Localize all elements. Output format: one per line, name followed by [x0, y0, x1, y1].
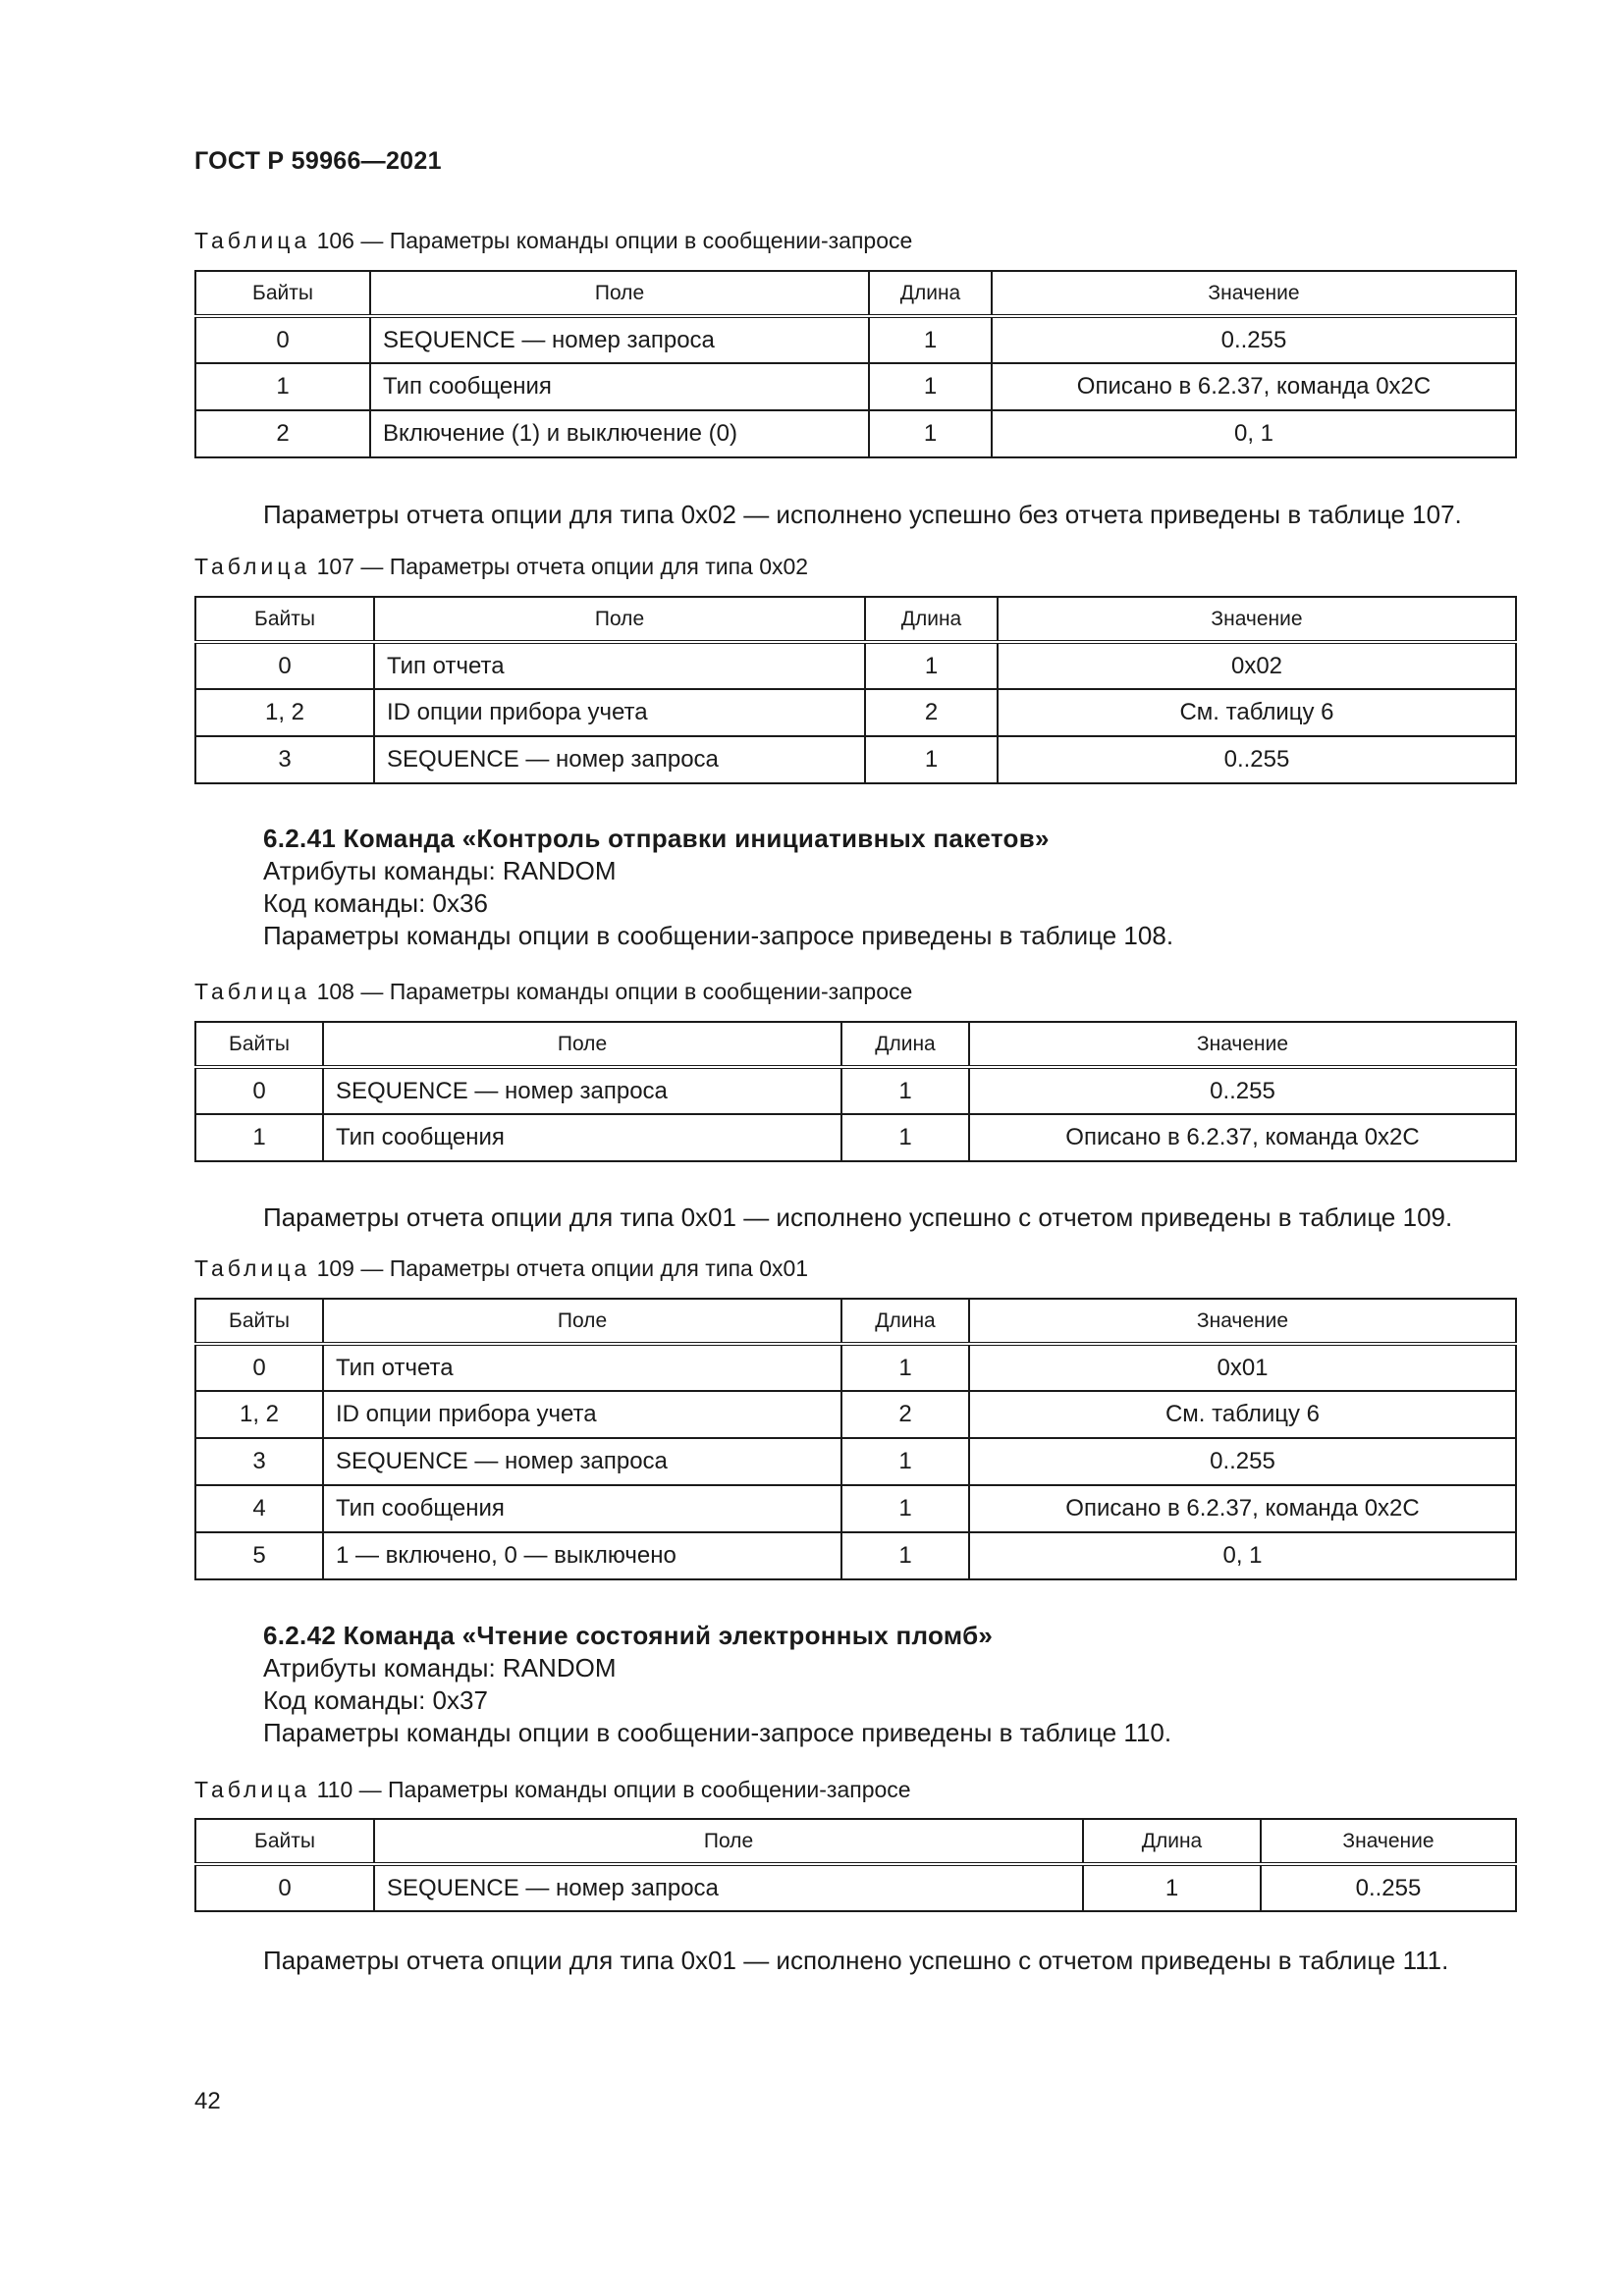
col-header-field: Поле	[323, 1299, 841, 1344]
table-row	[195, 1114, 1516, 1161]
cell-length: 1	[869, 410, 992, 457]
table-row	[195, 316, 1516, 363]
table-106	[194, 270, 1517, 458]
section-6-2-41	[263, 823, 1173, 952]
cell-bytes: 0	[195, 1864, 374, 1911]
table-107-caption	[194, 554, 808, 580]
col-header-field: Поле	[370, 271, 869, 316]
cell-value: 0..255	[992, 316, 1516, 363]
col-header-length: Длина	[841, 1022, 969, 1067]
cell-length: 2	[841, 1391, 969, 1438]
command-params-ref: Параметры команды опции в сообщении-запросе приведены в таблице 108.	[263, 921, 1174, 950]
cell-bytes: 0	[195, 1067, 323, 1114]
table-title: — Параметры команды опции в сообщении-запросе	[353, 228, 913, 253]
cell-bytes: 1	[195, 363, 370, 410]
cell-value: См. таблицу 6	[969, 1391, 1516, 1438]
cell-field: SEQUENCE — номер запроса	[374, 1864, 1083, 1911]
cell-value: 0..255	[1261, 1864, 1516, 1911]
paragraph-111-ref: Параметры отчета опции для типа 0x01 — исполнено успешно с отчетом приведены в таблице 111.	[263, 1946, 1449, 1975]
cell-value: 0, 1	[992, 410, 1516, 457]
table-title: — Параметры отчета опции для типа 0x01	[353, 1255, 809, 1281]
table-number: 106	[316, 228, 354, 253]
table-110	[194, 1818, 1517, 1912]
document-header: ГОСТ Р 59966—2021	[194, 147, 442, 175]
cell-field: SEQUENCE — номер запроса	[323, 1438, 841, 1485]
cell-value: 0, 1	[969, 1532, 1516, 1579]
table-row	[195, 689, 1516, 736]
col-header-value: Значение	[992, 271, 1516, 316]
paragraph-107-ref: Параметры отчета опции для типа 0x02 — исполнено успешно без отчета приведены в таблице 107.	[263, 500, 1462, 529]
col-header-field: Поле	[374, 597, 865, 642]
cell-bytes: 3	[195, 1438, 323, 1485]
table-108-caption	[194, 979, 912, 1005]
cell-field: 1 — включено, 0 — выключено	[323, 1532, 841, 1579]
table-number: 109	[316, 1255, 354, 1281]
cell-length: 1	[865, 736, 998, 783]
cell-field: SEQUENCE — номер запроса	[370, 316, 869, 363]
col-header-bytes: Байты	[195, 1299, 323, 1344]
table-title: — Параметры команды опции в сообщении-запросе	[353, 979, 913, 1004]
command-code: Код команды: 0x36	[263, 888, 488, 918]
cell-length: 1	[841, 1438, 969, 1485]
table-title: — Параметры отчета опции для типа 0x02	[353, 554, 809, 579]
cell-length: 1	[841, 1114, 969, 1161]
table-108	[194, 1021, 1517, 1162]
cell-length: 1	[841, 1067, 969, 1114]
section-6-2-42	[263, 1620, 1171, 1749]
table-row	[195, 1864, 1516, 1911]
cell-length: 1	[865, 642, 998, 689]
table-row	[195, 410, 1516, 457]
table-label: Таблица	[194, 979, 311, 1004]
cell-value: Описано в 6.2.37, команда 0x2C	[969, 1485, 1516, 1532]
col-header-value: Значение	[969, 1299, 1516, 1344]
table-106-caption	[194, 228, 912, 254]
table-109	[194, 1298, 1517, 1580]
col-header-length: Длина	[865, 597, 998, 642]
section-heading: 6.2.42 Команда «Чтение состояний электронных пломб»	[263, 1621, 994, 1650]
cell-length: 1	[841, 1485, 969, 1532]
col-header-bytes: Байты	[195, 597, 374, 642]
cell-field: SEQUENCE — номер запроса	[374, 736, 865, 783]
col-header-field: Поле	[374, 1819, 1083, 1864]
cell-length: 1	[841, 1344, 969, 1391]
cell-value: Описано в 6.2.37, команда 0x2C	[969, 1114, 1516, 1161]
table-number: 107	[316, 554, 354, 579]
cell-field: ID опции прибора учета	[374, 689, 865, 736]
cell-bytes: 1, 2	[195, 689, 374, 736]
cell-field: SEQUENCE — номер запроса	[323, 1067, 841, 1114]
cell-bytes: 4	[195, 1485, 323, 1532]
cell-length: 1	[869, 363, 992, 410]
table-header-row	[195, 1022, 1516, 1067]
table-109-caption	[194, 1255, 808, 1282]
col-header-bytes: Байты	[195, 1819, 374, 1864]
command-code: Код команды: 0x37	[263, 1685, 488, 1715]
cell-value: 0x01	[969, 1344, 1516, 1391]
col-header-value: Значение	[1261, 1819, 1516, 1864]
table-label: Таблица	[194, 1255, 311, 1281]
command-params-ref: Параметры команды опции в сообщении-запросе приведены в таблице 110.	[263, 1718, 1172, 1747]
table-row	[195, 363, 1516, 410]
col-header-length: Длина	[1083, 1819, 1261, 1864]
cell-bytes: 5	[195, 1532, 323, 1579]
command-attributes: Атрибуты команды: RANDOM	[263, 1653, 617, 1682]
cell-field: Тип отчета	[323, 1344, 841, 1391]
col-header-length: Длина	[841, 1299, 969, 1344]
cell-field: Тип сообщения	[323, 1114, 841, 1161]
table-number: 108	[316, 979, 354, 1004]
cell-field: Тип сообщения	[323, 1485, 841, 1532]
table-110-caption	[194, 1777, 911, 1803]
col-header-field: Поле	[323, 1022, 841, 1067]
cell-bytes: 2	[195, 410, 370, 457]
paragraph-109-ref: Параметры отчета опции для типа 0x01 — исполнено успешно с отчетом приведены в таблице 109.	[263, 1202, 1453, 1232]
cell-value: Описано в 6.2.37, команда 0x2C	[992, 363, 1516, 410]
cell-bytes: 0	[195, 316, 370, 363]
cell-field: ID опции прибора учета	[323, 1391, 841, 1438]
cell-field: Тип отчета	[374, 642, 865, 689]
table-number: 110	[316, 1777, 353, 1802]
col-header-length: Длина	[869, 271, 992, 316]
cell-value: 0x02	[998, 642, 1516, 689]
col-header-value: Значение	[998, 597, 1516, 642]
table-row	[195, 642, 1516, 689]
table-row	[195, 1391, 1516, 1438]
cell-bytes: 0	[195, 642, 374, 689]
col-header-value: Значение	[969, 1022, 1516, 1067]
table-row	[195, 1067, 1516, 1114]
table-title: — Параметры команды опции в сообщении-запросе	[352, 1777, 911, 1802]
table-row	[195, 736, 1516, 783]
cell-length: 2	[865, 689, 998, 736]
table-header-row	[195, 597, 1516, 642]
cell-bytes: 1	[195, 1114, 323, 1161]
cell-value: 0..255	[969, 1438, 1516, 1485]
table-header-row	[195, 271, 1516, 316]
cell-bytes: 0	[195, 1344, 323, 1391]
page-number: 42	[194, 2088, 221, 2114]
table-row	[195, 1344, 1516, 1391]
table-label: Таблица	[194, 228, 311, 253]
cell-bytes: 3	[195, 736, 374, 783]
cell-value: 0..255	[998, 736, 1516, 783]
table-header-row	[195, 1299, 1516, 1344]
cell-value: 0..255	[969, 1067, 1516, 1114]
table-row	[195, 1532, 1516, 1579]
table-header-row	[195, 1819, 1516, 1864]
cell-field: Включение (1) и выключение (0)	[370, 410, 869, 457]
command-attributes: Атрибуты команды: RANDOM	[263, 856, 617, 885]
table-107	[194, 596, 1517, 784]
table-row	[195, 1438, 1516, 1485]
section-heading: 6.2.41 Команда «Контроль отправки инициативных пакетов»	[263, 824, 1050, 853]
cell-length: 1	[1083, 1864, 1261, 1911]
col-header-bytes: Байты	[195, 1022, 323, 1067]
col-header-bytes: Байты	[195, 271, 370, 316]
table-label: Таблица	[194, 1777, 311, 1802]
cell-length: 1	[841, 1532, 969, 1579]
cell-bytes: 1, 2	[195, 1391, 323, 1438]
cell-length: 1	[869, 316, 992, 363]
table-label: Таблица	[194, 554, 311, 579]
cell-field: Тип сообщения	[370, 363, 869, 410]
cell-value: См. таблицу 6	[998, 689, 1516, 736]
table-row	[195, 1485, 1516, 1532]
